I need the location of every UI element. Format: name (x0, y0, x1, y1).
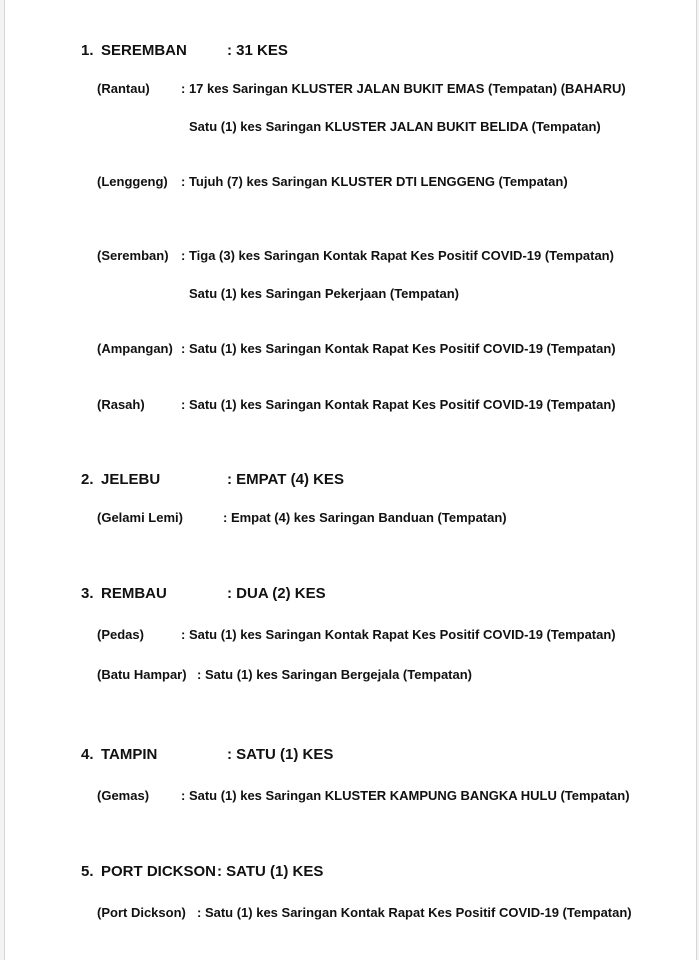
case-text: : Satu (1) kes Saringan Bergejala (Tempatan) (197, 667, 472, 682)
case-location: (Rantau) (97, 81, 150, 96)
case-location: (Gemas) (97, 788, 150, 803)
district-name: SEREMBAN (101, 42, 187, 59)
district-number: 4. (81, 746, 94, 763)
case-location: (Rasah) (97, 397, 145, 412)
district-name: TAMPIN (101, 746, 158, 763)
case-location: (Batu Hampar) (97, 667, 187, 682)
district-name: JELEBU (101, 471, 161, 488)
case-text: : Satu (1) kes Saringan Kontak Rapat Kes Positif COVID-19 (Tempatan) (181, 397, 616, 412)
case-text: : Empat (4) kes Saringan Banduan (Tempatan) (223, 510, 507, 525)
case-text: Satu (1) kes Saringan KLUSTER JALAN BUKIT BELIDA (Tempatan) (189, 119, 601, 134)
case-text: : Satu (1) kes Saringan KLUSTER KAMPUNG BANGKA HULU (Tempatan) (181, 788, 630, 803)
case-text: : Satu (1) kes Saringan Kontak Rapat Kes Positif COVID-19 (Tempatan) (181, 627, 616, 642)
case-text: : Tujuh (7) kes Saringan KLUSTER DTI LENGGENG (Tempatan) (181, 174, 568, 189)
case-location: (Ampangan) (97, 341, 173, 356)
district-total: : DUA (2) KES (227, 585, 326, 602)
case-text: Satu (1) kes Saringan Pekerjaan (Tempatan) (189, 286, 459, 301)
district-total: : EMPAT (4) KES (227, 471, 344, 488)
district-number: 1. (81, 42, 94, 59)
district-name: REMBAU (101, 585, 167, 602)
case-location: (Gelami Lemi) (97, 510, 183, 525)
case-text: : Satu (1) kes Saringan Kontak Rapat Kes Positif COVID-19 (Tempatan) (181, 341, 616, 356)
case-text: : Satu (1) kes Saringan Kontak Rapat Kes Positif COVID-19 (Tempatan) (197, 905, 632, 920)
district-number: 2. (81, 471, 94, 488)
case-location: (Port Dickson) (97, 905, 186, 920)
case-location: (Lenggeng) (97, 174, 168, 189)
case-text: : 17 kes Saringan KLUSTER JALAN BUKIT EMAS (Tempatan) (BAHARU) (181, 81, 626, 96)
case-text: : Tiga (3) kes Saringan Kontak Rapat Kes Positif COVID-19 (Tempatan) (181, 248, 614, 263)
district-number: 5. (81, 863, 94, 880)
case-location: (Pedas) (97, 627, 144, 642)
district-name: PORT DICKSON (101, 863, 217, 880)
district-total: : 31 KES (227, 42, 288, 59)
district-number: 3. (81, 585, 94, 602)
district-total: : SATU (1) KES (217, 863, 324, 880)
district-total: : SATU (1) KES (227, 746, 334, 763)
case-location: (Seremban) (97, 248, 169, 263)
document-page (4, 0, 697, 960)
